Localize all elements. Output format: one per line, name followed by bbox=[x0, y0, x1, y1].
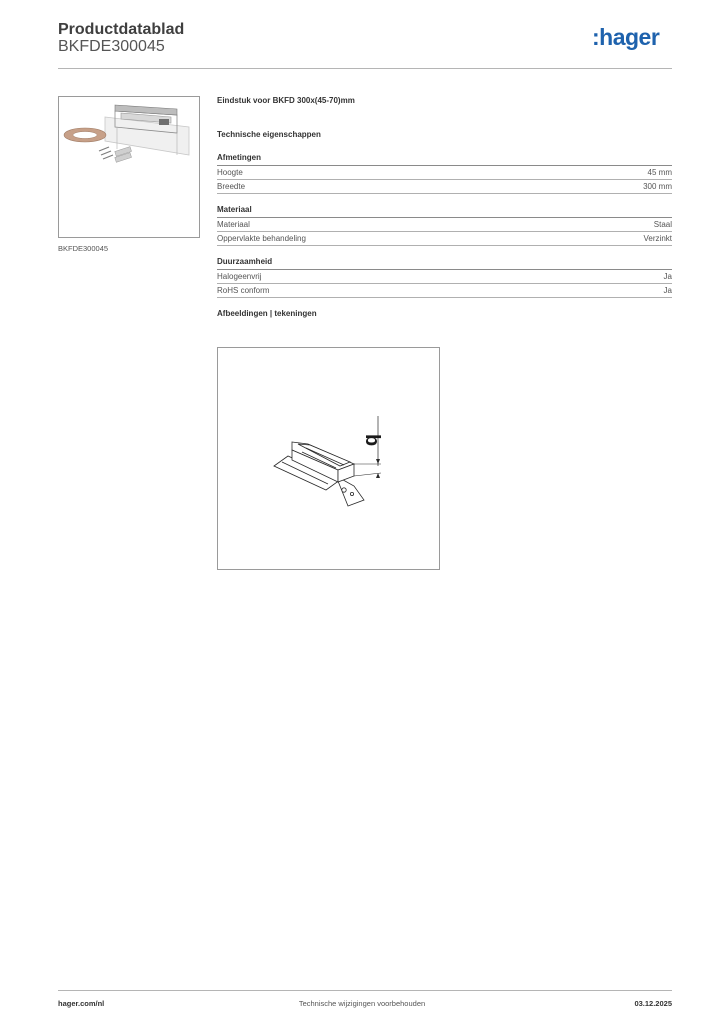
footer-divider bbox=[58, 990, 672, 991]
table-row bbox=[217, 180, 672, 194]
photo-caption: BKFDE300045 bbox=[58, 244, 109, 253]
section-material bbox=[217, 205, 672, 246]
row-label: RoHS conform bbox=[217, 286, 270, 295]
row-label: Halogeenvrij bbox=[217, 272, 262, 281]
row-value: 45 mm bbox=[647, 168, 672, 177]
section-title: Duurzaamheid bbox=[217, 257, 672, 270]
technical-properties-heading: Technische eigenschappen bbox=[217, 130, 321, 139]
section-sustainability bbox=[217, 257, 672, 298]
footer-date: 03.12.2025 bbox=[634, 999, 672, 1008]
images-drawings-heading: Afbeeldingen | tekeningen bbox=[217, 309, 317, 318]
table-row bbox=[217, 218, 672, 232]
header-divider bbox=[58, 68, 672, 69]
website-link[interactable]: hager.com/nl bbox=[58, 999, 105, 1008]
row-value: 300 mm bbox=[643, 182, 672, 191]
product-photo-image bbox=[59, 97, 199, 237]
footer-disclaimer: Technische wijzigingen voorbehouden bbox=[298, 999, 426, 1008]
technical-drawing-image bbox=[218, 348, 439, 569]
product-title: Eindstuk voor BKFD 300x(45-70)mm bbox=[217, 96, 355, 105]
product-code: BKFDE300045 bbox=[58, 38, 165, 55]
product-photo bbox=[58, 96, 200, 238]
row-label: Oppervlakte behandeling bbox=[217, 234, 306, 243]
table-row bbox=[217, 232, 672, 246]
dimension-label: b bbox=[361, 434, 383, 447]
row-label: Materiaal bbox=[217, 220, 250, 229]
row-value: Ja bbox=[663, 272, 672, 281]
section-dimensions bbox=[217, 153, 672, 194]
table-row bbox=[217, 166, 672, 180]
row-value: Staal bbox=[653, 220, 672, 229]
section-title: Materiaal bbox=[217, 205, 672, 218]
hager-logo: :hager bbox=[592, 24, 660, 50]
row-value: Verzinkt bbox=[643, 234, 672, 243]
product-details bbox=[217, 96, 672, 321]
document-title: Productdatablad bbox=[58, 21, 185, 38]
table-row bbox=[217, 270, 672, 284]
row-label: Breedte bbox=[217, 182, 246, 191]
section-title: Afmetingen bbox=[217, 153, 672, 166]
technical-drawing bbox=[217, 347, 440, 570]
row-label: Hoogte bbox=[217, 168, 243, 177]
table-row bbox=[217, 284, 672, 298]
row-value: Ja bbox=[663, 286, 672, 295]
